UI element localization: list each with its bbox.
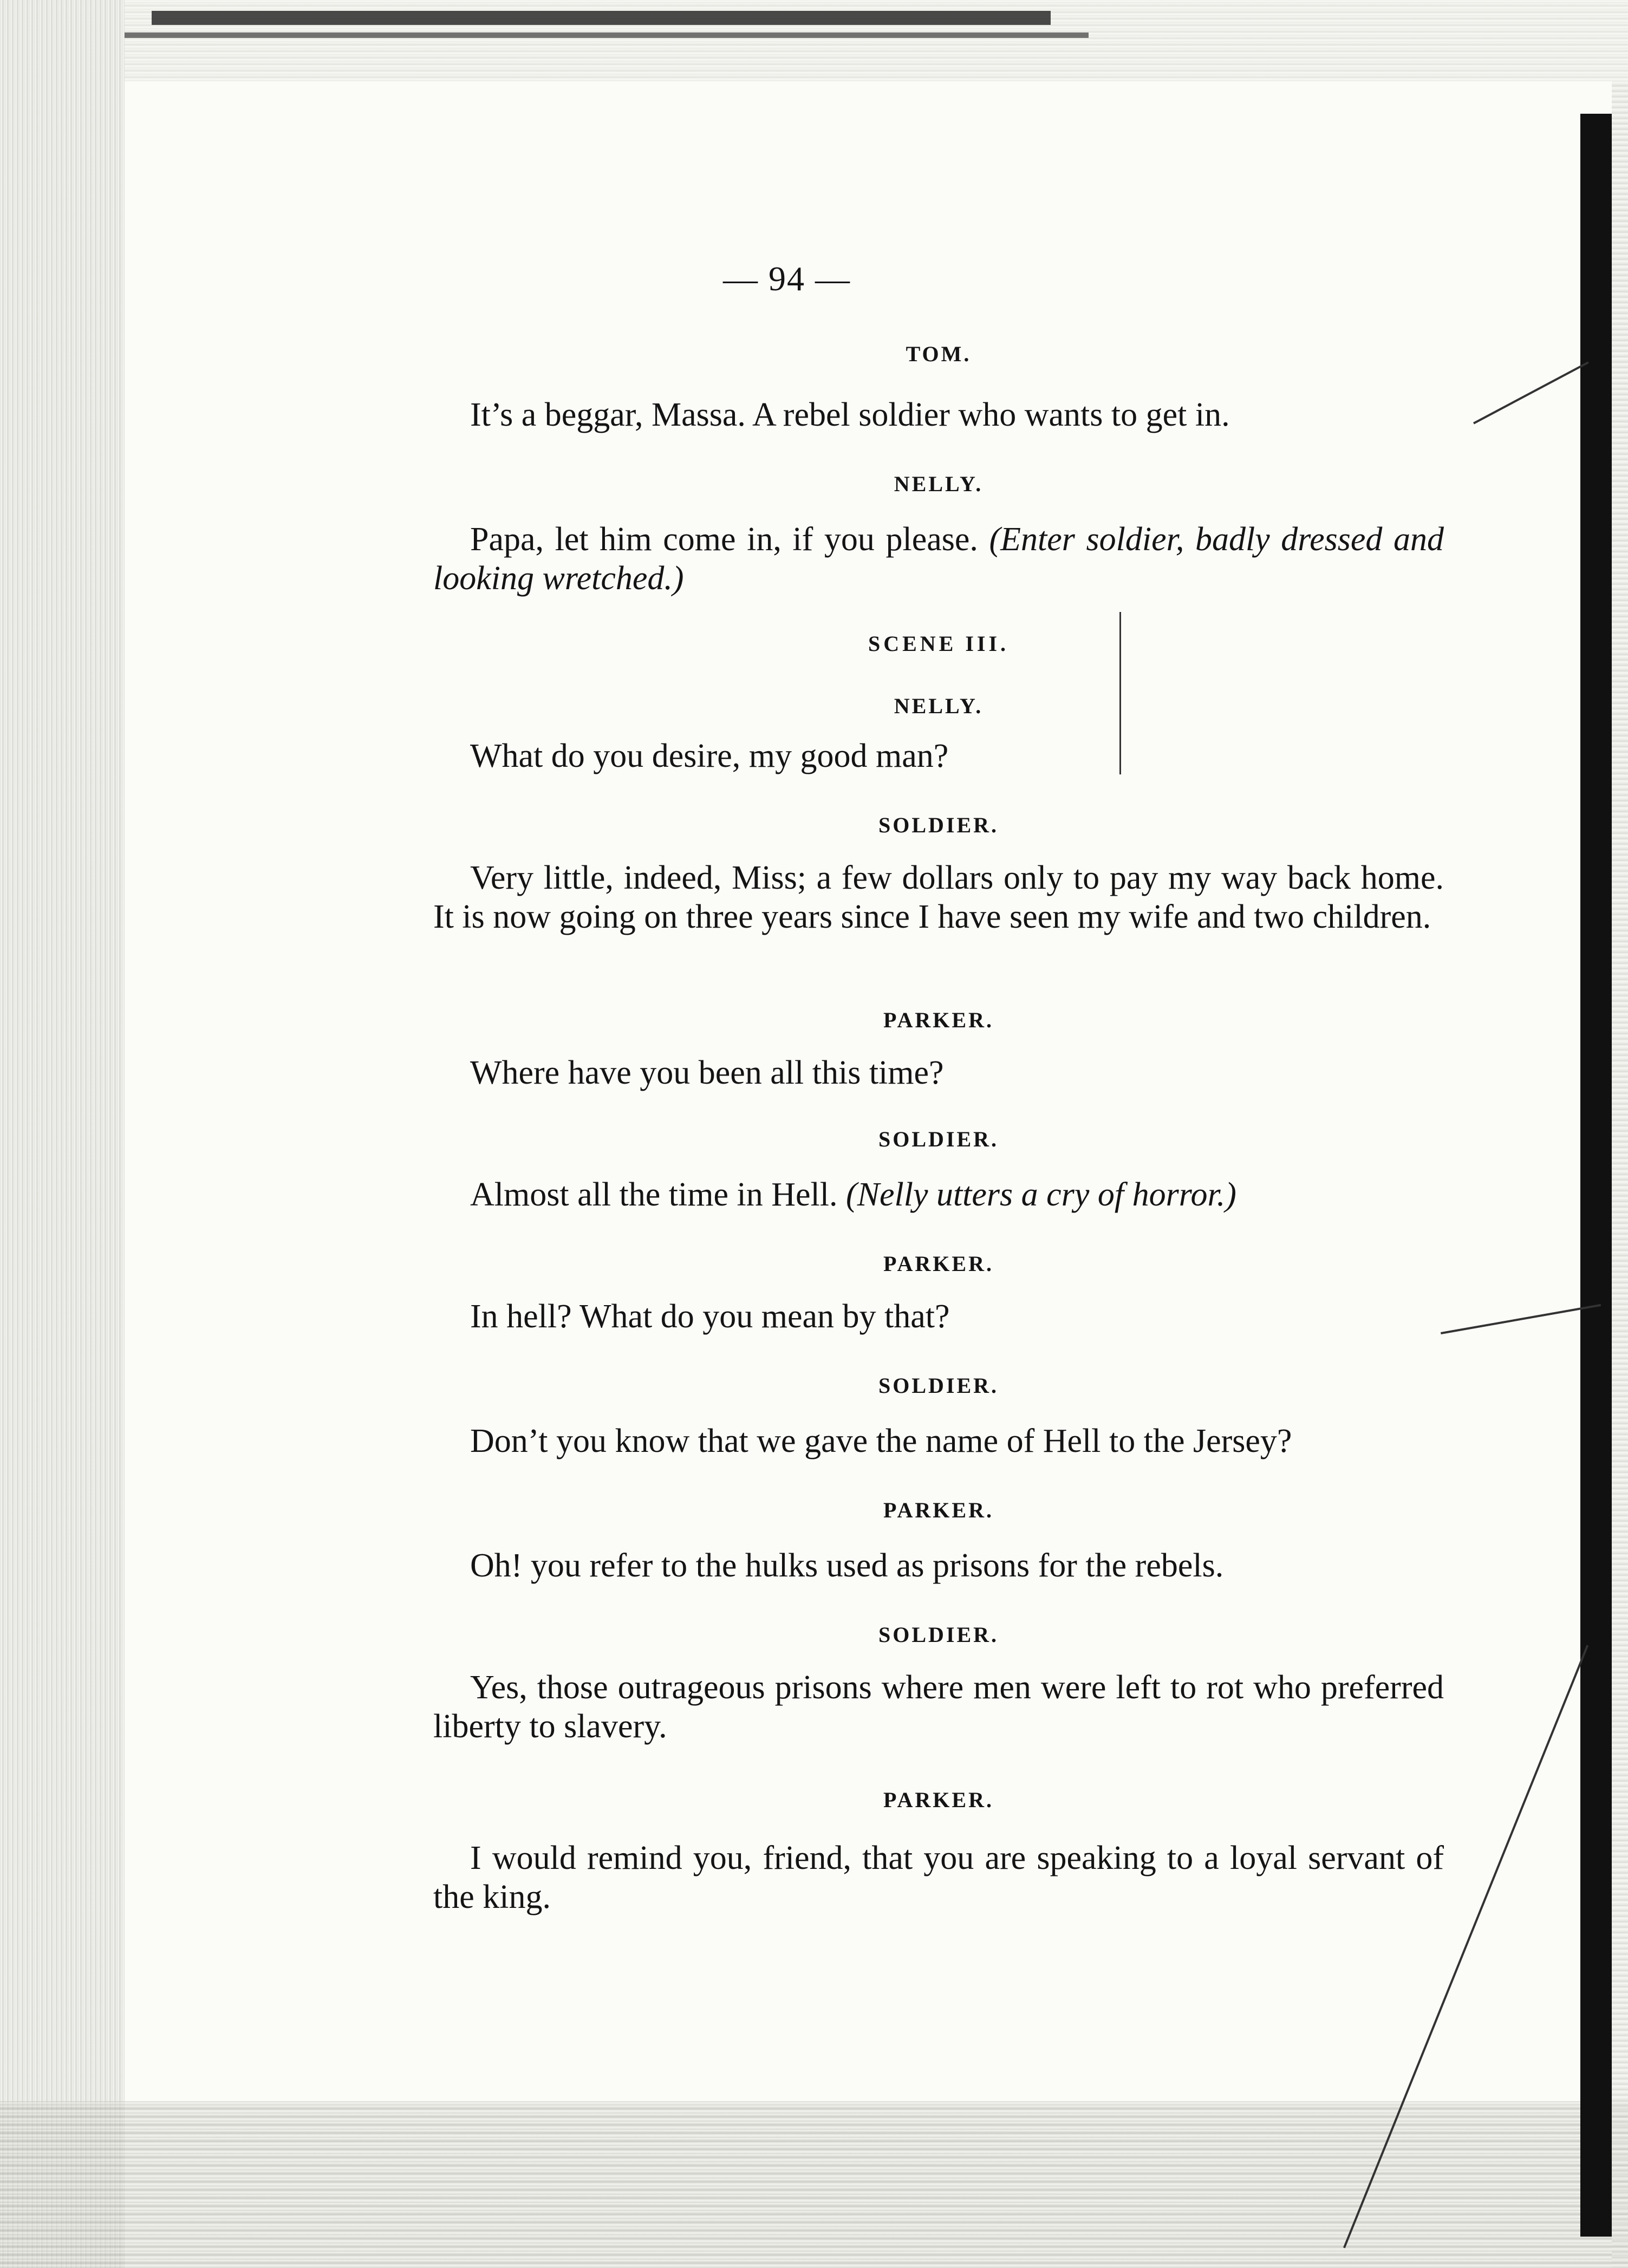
speaker-name: SOLDIER. [878,1127,999,1151]
scan-stray-line [1473,361,1589,424]
dialogue-line: Almost all the time in Hell. (Nelly utters a cry of horror.) [470,1176,1236,1213]
scene-heading: SCENE III. [868,631,1010,656]
speaker-name: SOLDIER. [878,1622,999,1647]
speaker-name: SOLDIER. [878,813,999,837]
speaker-name: PARKER. [883,1252,994,1276]
dialogue-line: What do you desire, my good man? [470,738,949,774]
dialogue-line: Very little, indeed, Miss; a few dollars only to pay my way back home. It is now going on three years since I have seen my wife and two children. [433,859,1444,935]
speaker-name: PARKER. [883,1008,994,1032]
page-number: — 94 — [723,259,851,298]
speaker-name: PARKER. [883,1788,994,1812]
dialogue-line: In hell? What do you mean by that? [470,1298,950,1335]
speaker-name: PARKER. [883,1498,994,1522]
dialogue-line: I would remind you, friend, that you are speaking to a loyal servant of the king. [433,1840,1444,1915]
dialogue-line: Where have you been all this time? [470,1054,944,1091]
scan-rule-top [152,11,1051,25]
speaker-name: SOLDIER. [878,1373,999,1398]
scan-margin-bottom [0,2101,1628,2268]
stage-direction: (Nelly utters a cry of horror.) [845,1176,1236,1213]
scan-margin-right [1612,81,1628,2268]
stage-direction: (Enter soldier, badly dressed and looking wretched.) [433,521,1444,597]
speaker-name: NELLY. [894,472,984,496]
dialogue-line: Papa, let him come in, if you please. (Enter soldier, badly dressed and looking wretched.) [433,521,1444,597]
speaker-name: NELLY. [894,694,984,718]
dialogue-line: It’s a beggar, Massa. A rebel soldier who wants to get in. [470,396,1230,433]
dialogue-line: Oh! you refer to the hulks used as prisons for the rebels. [470,1547,1224,1584]
scan-stray-line [1441,1304,1601,1334]
scan-margin-left [0,0,125,2268]
dialogue-line: Yes, those outrageous prisons where men were left to rot who preferred liberty to slavery. [433,1669,1444,1745]
dialogue-line: Don’t you know that we gave the name of Hell to the Jersey? [470,1423,1292,1459]
scan-rule-top-secondary [125,32,1089,38]
speaker-name: TOM. [906,342,972,366]
binding-shadow [1580,114,1612,2237]
